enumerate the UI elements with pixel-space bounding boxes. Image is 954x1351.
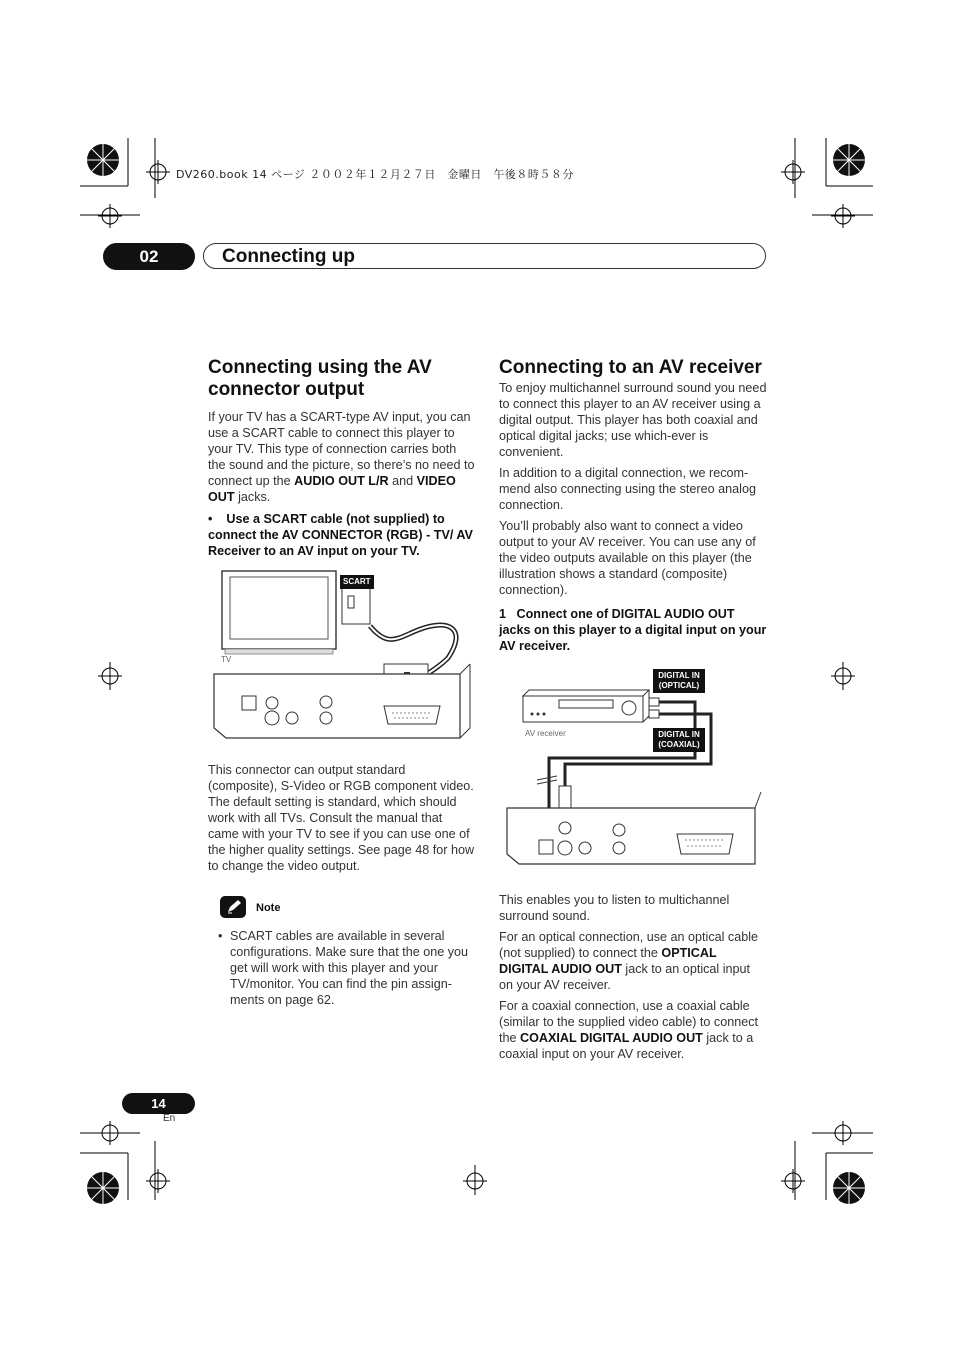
left-after-figure: This connector can output standard (composite), S-Video or RGB component video. The default setting is standard, which should work with all TVs. Consult the manual that came with your TV to see if you can use one of the higher quality settings. See page 48 for how to change the video output. <box>208 763 475 873</box>
note-label: Note <box>256 902 281 914</box>
right-column <box>499 357 767 654</box>
right-step-number: 1 <box>499 607 507 621</box>
chapter-number: 02 <box>103 243 195 270</box>
right-p5: For an optical connection, use an optical cable (not supplied) to connect the OPTICAL DIGITAL AUDIO OUT jack to an optical input on your AV receiver. <box>499 930 759 992</box>
note-text: SCART cables are available in several configurations. Make sure that the one you get will work with this player and your TV/monitor. You can find the pin assign-ments on page 62. <box>230 929 469 1007</box>
language-code: En <box>163 1113 176 1124</box>
digital-in-coaxial-tag: DIGITAL IN (COAXIAL) <box>653 728 705 752</box>
print-info: DV260.book 14 ページ ２００２年１２月２７日 金曜日 午後８時５８分 <box>176 168 574 181</box>
right-heading: Connecting to an AV receiver <box>499 357 762 378</box>
page-number: 14 <box>122 1093 195 1114</box>
digital-in-optical-tag: DIGITAL IN (OPTICAL) <box>653 669 705 693</box>
note-bullet: • <box>218 929 223 943</box>
right-p6: For a coaxial connection, use a coaxial cable (similar to the supplied video cable) to connect the COAXIAL DIGITAL AUDIO OUT jack to a coaxial input on your AV receiver. <box>499 999 759 1061</box>
chapter-title: Connecting up <box>203 243 766 269</box>
av-receiver-label: AV receiver <box>525 729 566 738</box>
right-step: 1 Connect one of DIGITAL AUDIO OUT jacks on this player to a digital input on your AV receiver. <box>499 607 767 653</box>
note-body <box>218 928 476 1013</box>
right-lower-text <box>499 892 767 1067</box>
right-p3: You’ll probably also want to connect a video output to your AV receiver. You can use any of the video outputs available on this player (the illustration shows a standard (composite) connection). <box>499 519 756 597</box>
left-heading <box>208 357 476 401</box>
step-bullet: • <box>208 512 213 526</box>
av-receiver-figure <box>499 668 767 880</box>
left-heading-line1: Connecting using the AV <box>208 357 432 378</box>
left-step: • Use a SCART cable (not supplied) to connect the AV CONNECTOR (RGB) - TV/ AV Receiver to an AV input on your TV. <box>208 512 473 558</box>
note-pencil-icon <box>220 896 246 918</box>
right-p4: This enables you to listen to multichannel surround sound. <box>499 893 730 923</box>
left-column <box>208 357 476 559</box>
right-p2: In addition to a digital connection, we recom-mend also connecting using the stereo analog connection. <box>499 466 756 512</box>
right-p1: To enjoy multichannel surround sound you need to connect this player to an AV receiver using a digital output. This player has both coaxial and optical digital jacks; use which-ever is convenient. <box>499 381 767 459</box>
left-intro: If your TV has a SCART-type AV input, you can use a SCART cable to connect this player to your TV. This type of connection carries both the sound and the picture, so there’s no need to connect up the AUDIO OUT L/R and VIDEO OUT jacks. <box>208 410 475 504</box>
scart-label: SCART <box>340 575 374 589</box>
tv-label: TV <box>221 655 232 664</box>
scart-connection-figure <box>208 568 476 748</box>
left-heading-line2: connector output <box>208 379 365 400</box>
